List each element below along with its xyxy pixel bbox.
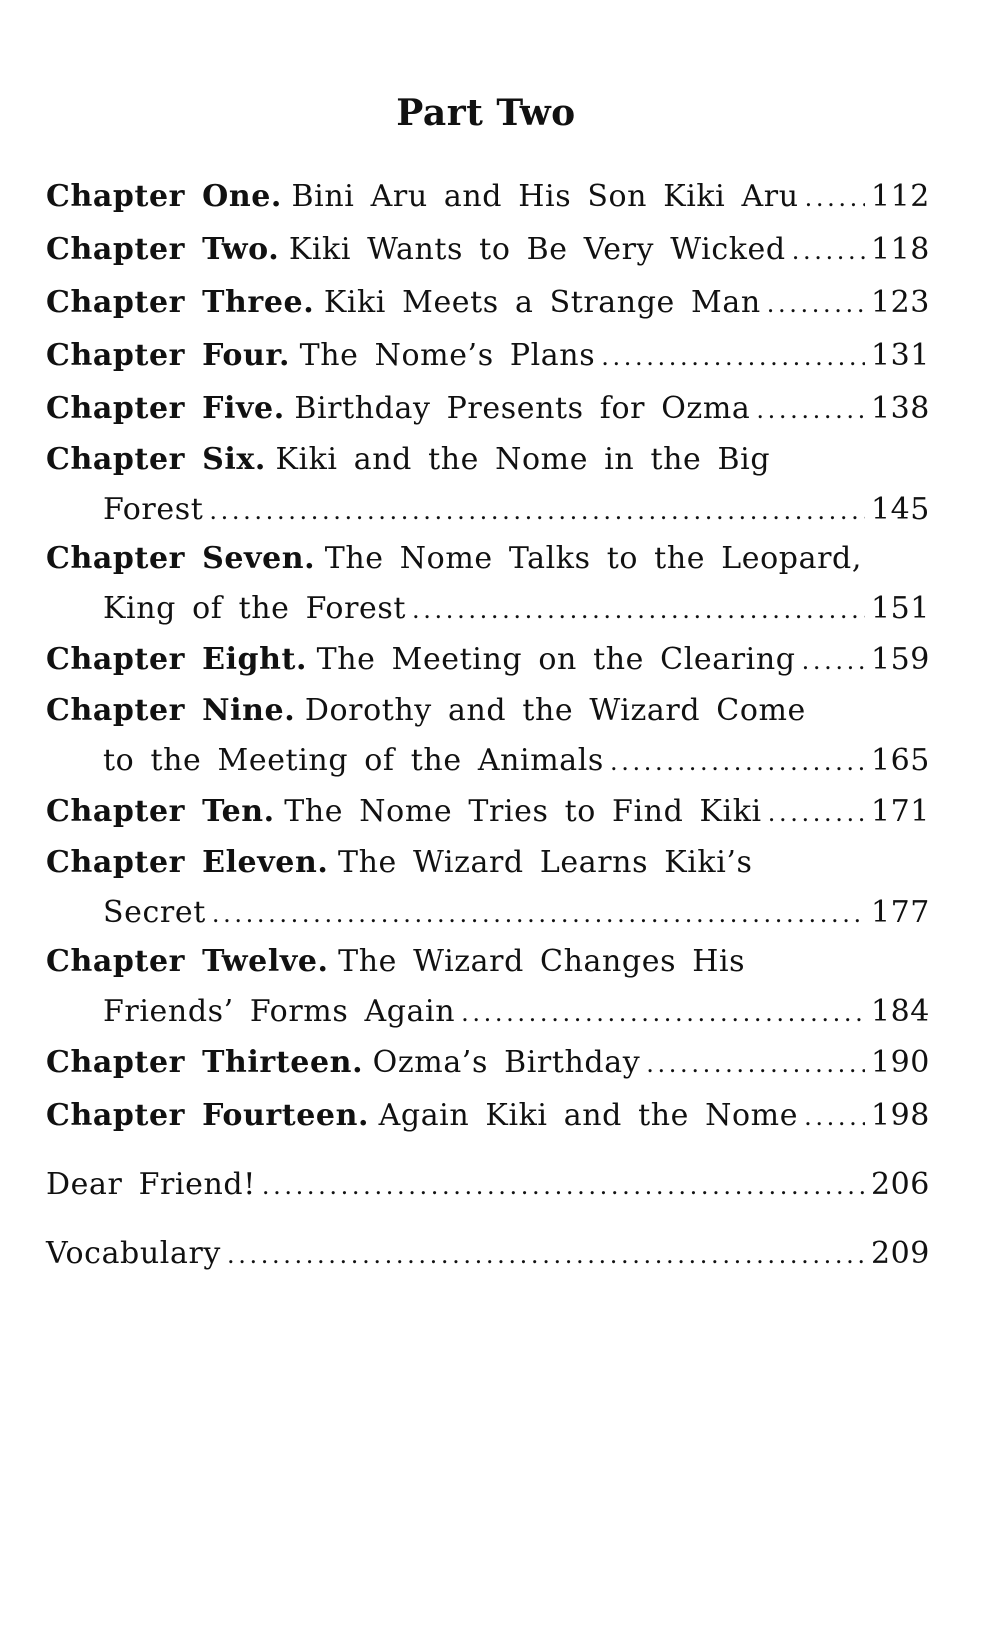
dot-leader <box>768 787 865 840</box>
chapter-title-continued: King of the Forest <box>103 591 407 626</box>
toc-line <box>46 633 930 686</box>
chapter-title: Kiki and the Nome in the Big <box>275 442 771 477</box>
chapter-title-continued: Forest <box>103 492 204 527</box>
toc-entry-vocabulary <box>46 1227 930 1280</box>
toc-entry-chapter-four <box>46 329 930 382</box>
page-number: 118 <box>870 232 930 267</box>
page-number: 177 <box>870 895 930 930</box>
toc-entry-chapter-five <box>46 382 930 435</box>
section-title: Dear Friend! <box>46 1167 256 1202</box>
toc-entry-chapter-nine <box>46 686 930 785</box>
chapter-label: Chapter One. <box>46 179 282 214</box>
chapter-title-continued: to the Meeting of the Animals <box>103 743 604 778</box>
toc-line <box>46 1227 930 1280</box>
chapter-label: Chapter Nine. <box>46 693 296 728</box>
section-title: Vocabulary <box>46 1236 221 1271</box>
chapter-title: The Wizard Changes His <box>338 944 746 979</box>
chapter-title: The Meeting on the Clearing <box>316 642 796 677</box>
chapter-label: Chapter Thirteen. <box>46 1045 364 1080</box>
chapter-title: Kiki Meets a Strange Man <box>323 285 761 320</box>
page-number: 171 <box>870 794 930 829</box>
toc-line <box>46 435 930 485</box>
toc-entry-chapter-eleven <box>46 838 930 937</box>
page-number: 190 <box>870 1045 930 1080</box>
dot-leader <box>209 487 865 536</box>
dot-leader <box>412 586 865 635</box>
page-number: 165 <box>870 743 930 778</box>
toc-line <box>46 785 930 838</box>
chapter-title: Birthday Presents for Ozma <box>294 391 751 426</box>
toc-entry-chapter-twelve <box>46 937 930 1036</box>
dot-leader <box>792 225 865 278</box>
page-number: 151 <box>870 591 930 626</box>
toc-line <box>46 1089 930 1142</box>
dot-leader <box>227 1229 865 1282</box>
dot-leader <box>262 1160 865 1213</box>
chapter-title: The Nome’s Plans <box>299 338 596 373</box>
chapter-title: The Nome Talks to the Leopard, <box>324 541 862 576</box>
page-number: 123 <box>870 285 930 320</box>
toc-entry-chapter-ten <box>46 785 930 838</box>
chapter-label: Chapter Five. <box>46 391 285 426</box>
page-title: Part Two <box>396 92 576 134</box>
table-of-contents <box>46 170 930 1280</box>
toc-line <box>46 1158 930 1211</box>
chapter-title: Ozma’s Birthday <box>372 1045 641 1080</box>
page-number: 206 <box>870 1167 930 1202</box>
toc-line <box>46 937 930 987</box>
toc-line <box>46 329 930 382</box>
dot-leader <box>756 384 865 437</box>
dot-leader <box>804 1091 865 1144</box>
toc-entry-chapter-six <box>46 435 930 534</box>
chapter-label: Chapter Seven. <box>46 541 316 576</box>
chapter-title: Dorothy and the Wizard Come <box>304 693 806 728</box>
dot-leader <box>802 635 865 688</box>
toc-line-continued <box>46 987 930 1036</box>
page-number: 184 <box>870 994 930 1029</box>
chapter-label: Chapter Fourteen. <box>46 1098 370 1133</box>
chapter-label: Chapter Ten. <box>46 794 275 829</box>
chapter-label: Chapter Twelve. <box>46 944 329 979</box>
toc-entry-dear-friend <box>46 1158 930 1211</box>
page-number: 138 <box>870 391 930 426</box>
dot-leader <box>805 172 865 225</box>
dot-leader <box>610 738 865 787</box>
chapter-label: Chapter Eleven. <box>46 845 329 880</box>
toc-entry-chapter-three <box>46 276 930 329</box>
toc-line <box>46 382 930 435</box>
chapter-label: Chapter Three. <box>46 285 315 320</box>
page-number: 209 <box>870 1236 930 1271</box>
dot-leader <box>646 1038 865 1091</box>
toc-entry-chapter-one <box>46 170 930 223</box>
chapter-title: Again Kiki and the Nome <box>378 1098 799 1133</box>
chapter-title: Kiki Wants to Be Very Wicked <box>288 232 786 267</box>
toc-entry-chapter-eight <box>46 633 930 686</box>
toc-line-continued <box>46 485 930 534</box>
toc-line <box>46 686 930 736</box>
chapter-title: Bini Aru and His Son Kiki Aru <box>291 179 799 214</box>
chapter-title: The Nome Tries to Find Kiki <box>284 794 762 829</box>
chapter-title-continued: Secret <box>103 895 206 930</box>
toc-line <box>46 223 930 276</box>
toc-entry-chapter-thirteen <box>46 1036 930 1089</box>
toc-entry-chapter-fourteen <box>46 1089 930 1142</box>
dot-leader <box>601 331 865 384</box>
toc-line-continued <box>46 888 930 937</box>
toc-line-continued <box>46 736 930 785</box>
dot-leader <box>461 989 865 1038</box>
toc-entry-chapter-seven <box>46 534 930 633</box>
toc-entry-chapter-two <box>46 223 930 276</box>
chapter-title: The Wizard Learns Kiki’s <box>337 845 753 880</box>
toc-line <box>46 1036 930 1089</box>
page-number: 198 <box>870 1098 930 1133</box>
chapter-label: Chapter Six. <box>46 442 266 477</box>
toc-line <box>46 170 930 223</box>
toc-line <box>46 838 930 888</box>
chapter-label: Chapter Two. <box>46 232 280 267</box>
page-number: 131 <box>870 338 930 373</box>
toc-line <box>46 534 930 584</box>
chapter-label: Chapter Four. <box>46 338 291 373</box>
chapter-label: Chapter Eight. <box>46 642 308 677</box>
page-number: 145 <box>870 492 930 527</box>
page-number: 159 <box>870 642 930 677</box>
chapter-title-continued: Friends’ Forms Again <box>103 994 456 1029</box>
toc-line <box>46 276 930 329</box>
dot-leader <box>212 890 865 939</box>
toc-line-continued <box>46 584 930 633</box>
dot-leader <box>767 278 865 331</box>
page-number: 112 <box>870 179 930 214</box>
